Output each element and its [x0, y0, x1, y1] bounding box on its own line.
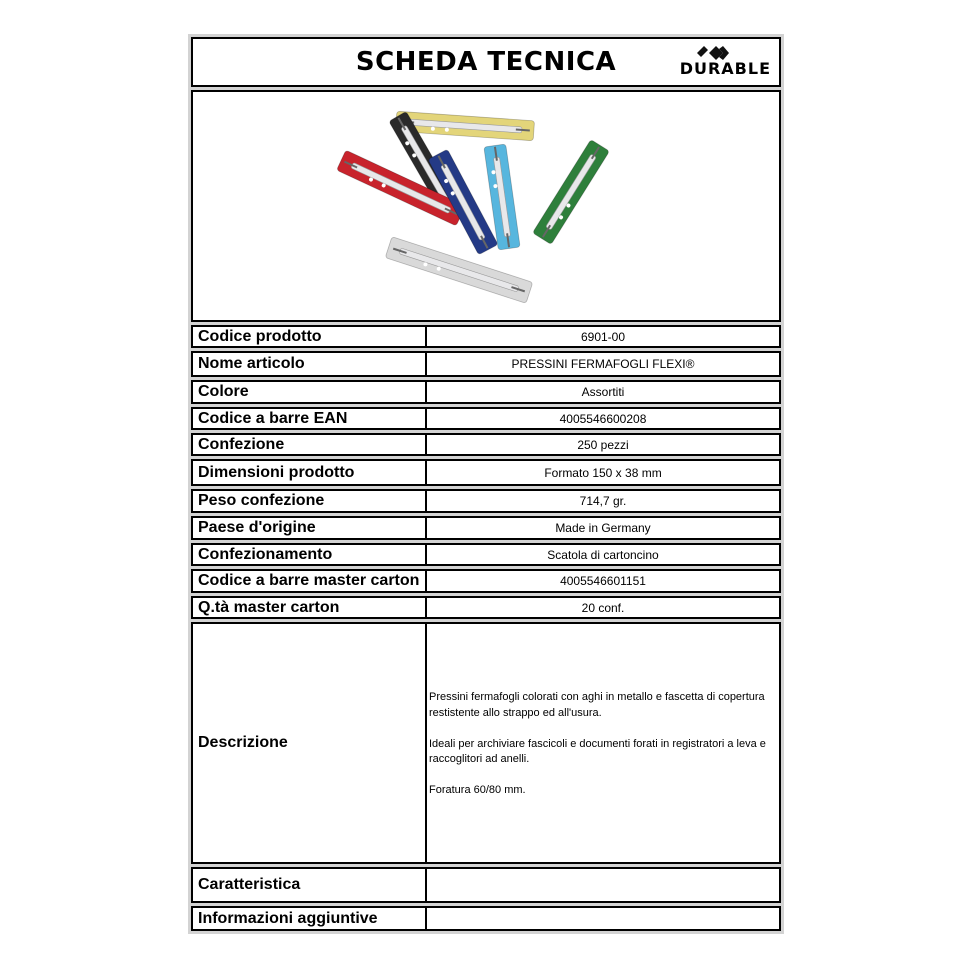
spec-label: Peso confezione: [193, 491, 427, 511]
spec-value: Assortiti: [581, 385, 625, 399]
spec-row-peso-confezione: [191, 489, 781, 513]
fasteners-image: [193, 92, 779, 320]
spec-label: Colore: [193, 382, 427, 402]
spec-value: 714,7 gr.: [579, 494, 627, 508]
description-row: [191, 622, 781, 864]
product-photo: [191, 90, 781, 322]
data-sheet: [188, 34, 784, 934]
sheet-title: SCHEDA TECNICA: [355, 47, 617, 77]
spec-row-colore: [191, 380, 781, 404]
spec-value: Formato 150 x 38 mm: [544, 465, 662, 480]
feature-value: [427, 869, 779, 901]
spec-label: Confezionamento: [193, 545, 427, 564]
additional-info-label: Informazioni aggiuntive: [193, 908, 427, 929]
spec-label: Nome articolo: [193, 353, 427, 375]
spec-row-paese-d-origine: [191, 516, 781, 540]
spec-value: 20 conf.: [581, 600, 625, 615]
spec-row-confezionamento: [191, 543, 781, 566]
spec-row-codice-a-barre-ean: [191, 407, 781, 430]
spec-row-nome-articolo: [191, 351, 781, 377]
spec-value: 6901-00: [580, 329, 626, 344]
spec-label: Codice a barre EAN: [193, 409, 427, 428]
spec-value: 4005546601151: [560, 574, 646, 588]
description-paragraph-1: Pressini fermafogli colorati con aghi in metallo e fascetta di copertura restistente allo strappo ed all'usura.: [429, 691, 765, 719]
spec-row-codice-a-barre-master-carton: [191, 569, 781, 593]
additional-info-row: [191, 906, 781, 931]
feature-label: Caratteristica: [193, 869, 427, 901]
spec-value: Made in Germany: [555, 521, 651, 535]
spec-label: Codice a barre master carton: [193, 571, 427, 591]
spec-row-codice-prodotto: [191, 325, 781, 348]
additional-info-value: [427, 908, 779, 929]
sheet-header: [191, 37, 781, 87]
spec-value: 4005546600208: [559, 411, 647, 426]
description-paragraph-3: Foratura 60/80 mm.: [429, 784, 526, 796]
fastener-strip: [533, 140, 610, 245]
spec-row-confezione: [191, 433, 781, 456]
spec-label: Codice prodotto: [193, 327, 427, 346]
spec-label: Paese d'origine: [193, 518, 427, 538]
spec-value: Scatola di cartoncino: [547, 547, 659, 562]
spec-row-q-t-master-carton: [191, 596, 781, 619]
spec-label: Q.tà master carton: [193, 598, 427, 617]
spec-label: Dimensioni prodotto: [193, 461, 427, 484]
spec-value: PRESSINI FERMAFOGLI FLEXI®: [511, 357, 695, 371]
spec-row-dimensioni-prodotto: [191, 459, 781, 486]
spec-label: Confezione: [193, 435, 427, 454]
description-paragraph-2: Ideali per archiviare fascicoli e documenti forati in registratori a leva e raccoglitori ad anelli.: [429, 737, 766, 765]
brand-name: DURABLE: [679, 59, 771, 78]
spec-value: 250 pezzi: [577, 437, 629, 452]
feature-row: [191, 867, 781, 903]
description-label: Descrizione: [193, 624, 427, 862]
description-text: [429, 690, 773, 814]
